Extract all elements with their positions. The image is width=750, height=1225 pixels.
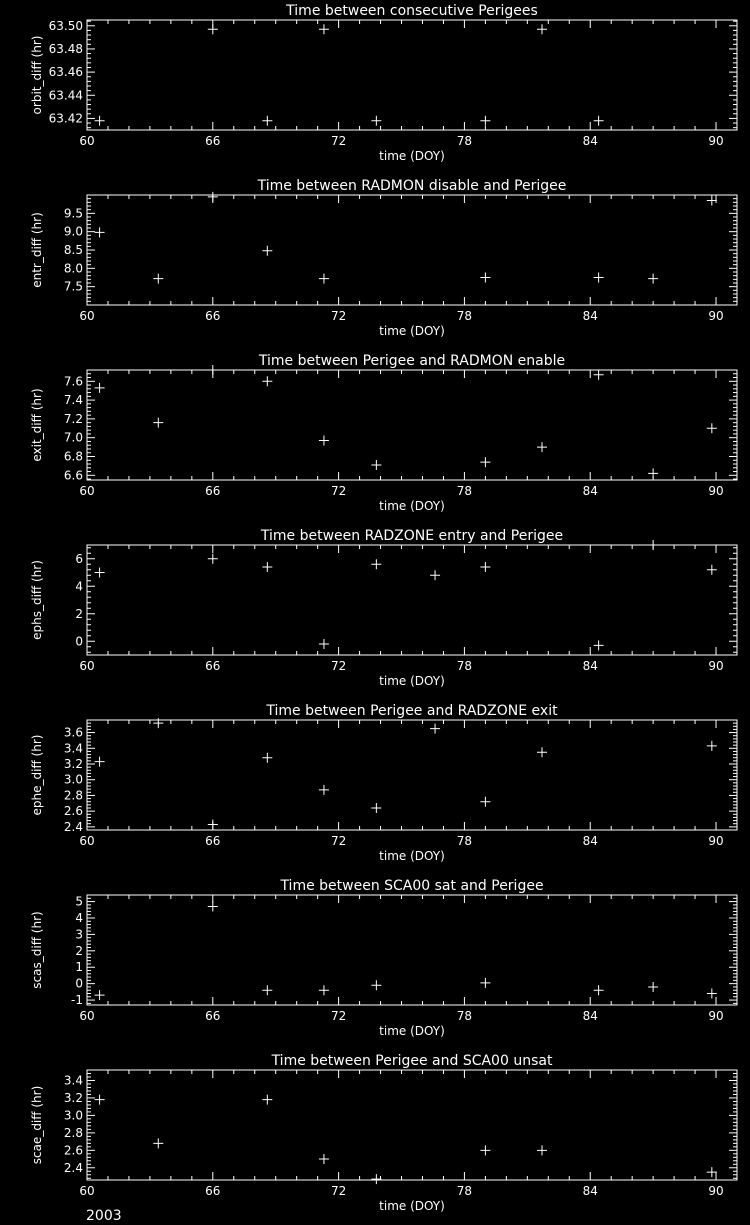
y-tick-label: 4	[75, 910, 83, 925]
x-tick-label: 78	[456, 1184, 473, 1198]
data-point	[594, 116, 604, 126]
x-tick-label: 60	[79, 1184, 95, 1198]
chart-title: Time between consecutive Perigees	[286, 3, 538, 19]
y-tick-label: 2.8	[63, 788, 83, 803]
data-point	[371, 116, 381, 126]
y-tick-label: 2.6	[63, 804, 83, 819]
y-tick-label: 3.4	[63, 1073, 83, 1088]
chart-panel-6	[30, 878, 737, 1038]
y-tick-label: 2	[75, 943, 83, 958]
x-tick-label: 60	[79, 309, 95, 323]
data-point	[594, 370, 604, 380]
plot-frame	[87, 720, 737, 830]
x-tick-label: 78	[456, 834, 473, 848]
chart-title: Time between RADMON disable and Perigee	[257, 178, 567, 194]
data-point	[208, 24, 218, 34]
y-tick-label: 7.6	[63, 374, 83, 389]
y-tick-label: 0	[75, 634, 83, 649]
data-point	[707, 989, 717, 999]
data-point	[480, 1145, 490, 1155]
data-point	[208, 820, 218, 830]
data-point	[319, 436, 329, 446]
y-tick-label: 3.2	[63, 757, 83, 771]
x-tick-label: 72	[330, 1009, 347, 1023]
data-point	[371, 460, 381, 470]
y-tick-label: 3.6	[63, 725, 83, 740]
x-tick-label: 60	[79, 834, 95, 848]
data-point	[648, 468, 658, 478]
y-tick-label: 63.42	[48, 111, 83, 126]
data-point	[594, 985, 604, 995]
data-point	[430, 724, 440, 734]
y-axis-label: orbit_diff (hr)	[30, 35, 44, 115]
data-point	[95, 568, 105, 578]
y-tick-label: 8.5	[63, 243, 83, 257]
data-point	[95, 990, 105, 1000]
x-tick-label: 60	[79, 484, 95, 498]
data-point	[648, 982, 658, 992]
x-tick-label: 66	[205, 834, 221, 848]
data-point	[537, 24, 547, 34]
y-tick-label: 5	[75, 894, 83, 909]
chart-panel-2	[30, 178, 737, 338]
x-tick-label: 72	[330, 659, 347, 673]
x-tick-label: 90	[708, 134, 724, 148]
data-point	[430, 570, 440, 580]
data-point	[480, 116, 490, 126]
data-point	[319, 1154, 329, 1164]
y-tick-label: 7.4	[63, 393, 83, 408]
chart-panel-5	[30, 703, 737, 863]
y-tick-label: 3.0	[63, 772, 83, 787]
chart-title: Time between RADZONE entry and Perigee	[260, 528, 564, 544]
data-point	[480, 978, 490, 988]
data-point	[480, 562, 490, 572]
data-point	[208, 192, 218, 202]
x-tick-label: 78	[456, 134, 473, 148]
x-tick-label: 60	[79, 134, 95, 148]
data-point	[262, 985, 272, 995]
x-tick-label: 72	[330, 309, 347, 323]
data-point	[262, 376, 272, 386]
y-tick-label: 3	[75, 927, 83, 942]
x-axis-label: time (DOY)	[379, 1024, 445, 1038]
y-tick-label: 63.48	[48, 41, 83, 56]
x-tick-label: 84	[582, 309, 598, 323]
y-tick-label: 63.50	[48, 18, 83, 33]
data-point	[371, 980, 381, 990]
y-tick-label: 2.6	[63, 1143, 83, 1158]
x-tick-label: 90	[708, 659, 724, 673]
plot-frame	[87, 545, 737, 655]
x-tick-label: 84	[582, 134, 598, 148]
data-point	[262, 562, 272, 572]
y-tick-label: 4	[75, 579, 83, 594]
y-tick-label: -1	[71, 993, 83, 1008]
y-axis-label: ephs_diff (hr)	[30, 560, 44, 640]
x-axis-label: time (DOY)	[379, 849, 445, 863]
data-point	[262, 1095, 272, 1105]
x-axis-label: time (DOY)	[379, 1199, 445, 1213]
x-axis-label: time (DOY)	[379, 674, 445, 688]
data-point	[262, 753, 272, 763]
x-tick-label: 90	[708, 834, 724, 848]
y-axis-label: scas_diff (hr)	[30, 911, 44, 989]
x-tick-label: 90	[708, 1184, 724, 1198]
y-tick-label: 6	[75, 551, 83, 566]
y-tick-label: 7.0	[63, 430, 83, 445]
chart-panel-1	[30, 3, 737, 163]
y-axis-label: scae_diff (hr)	[30, 1085, 44, 1165]
y-tick-label: 7.5	[63, 279, 83, 294]
x-tick-label: 78	[456, 309, 473, 323]
data-point	[95, 383, 105, 393]
x-tick-label: 72	[330, 834, 347, 848]
data-point	[208, 901, 218, 911]
data-point	[594, 640, 604, 650]
data-point	[208, 554, 218, 564]
x-tick-label: 84	[582, 659, 598, 673]
data-point	[371, 803, 381, 813]
chart-title: Time between Perigee and RADZONE exit	[266, 703, 558, 719]
data-point	[262, 246, 272, 256]
x-tick-label: 90	[708, 1009, 724, 1023]
data-point	[208, 365, 218, 375]
y-axis-label: entr_diff (hr)	[30, 212, 44, 288]
x-axis-label: time (DOY)	[379, 499, 445, 513]
x-tick-label: 78	[456, 1009, 473, 1023]
y-tick-label: 9.0	[63, 224, 83, 239]
chart-panel-7	[30, 1053, 737, 1213]
x-tick-label: 72	[330, 484, 347, 498]
data-point	[537, 1145, 547, 1155]
data-point	[319, 785, 329, 795]
data-point	[707, 565, 717, 575]
y-tick-label: 3.2	[63, 1090, 83, 1105]
data-point	[95, 757, 105, 767]
data-point	[648, 274, 658, 284]
data-point	[707, 741, 717, 751]
x-tick-label: 90	[708, 309, 724, 323]
plot-frame	[87, 20, 737, 130]
y-tick-label: 6.6	[63, 468, 83, 483]
x-tick-label: 66	[205, 484, 221, 498]
x-tick-label: 66	[205, 659, 221, 673]
x-tick-label: 66	[205, 134, 221, 148]
x-tick-label: 90	[708, 484, 724, 498]
chart-title: Time between Perigee and SCA00 unsat	[271, 1053, 553, 1069]
data-point	[594, 273, 604, 283]
x-tick-label: 84	[582, 834, 598, 848]
y-axis-label: exit_diff (hr)	[30, 388, 44, 462]
x-axis-label: time (DOY)	[379, 324, 445, 338]
y-axis-label: ephe_diff (hr)	[30, 734, 44, 816]
y-tick-label: 6.8	[63, 449, 83, 464]
x-tick-label: 84	[582, 1184, 598, 1198]
y-tick-label: 1	[75, 960, 83, 975]
x-tick-label: 66	[205, 1184, 221, 1198]
chart-panel-3	[30, 353, 737, 513]
data-point	[707, 423, 717, 433]
data-point	[480, 457, 490, 467]
data-point	[480, 273, 490, 283]
y-tick-label: 63.46	[48, 65, 83, 80]
x-tick-label: 84	[582, 1009, 598, 1023]
y-tick-label: 3.4	[63, 741, 83, 756]
data-point	[153, 274, 163, 284]
data-point	[319, 274, 329, 284]
chart-title: Time between SCA00 sat and Perigee	[280, 878, 544, 894]
x-tick-label: 60	[79, 1009, 95, 1023]
data-point	[648, 540, 658, 550]
data-point	[319, 24, 329, 34]
data-point	[707, 196, 717, 206]
plot-frame	[87, 370, 737, 480]
data-point	[153, 418, 163, 428]
y-tick-label: 7.2	[63, 411, 83, 426]
data-point	[319, 639, 329, 649]
data-point	[537, 442, 547, 452]
y-tick-label: 2	[75, 606, 83, 621]
data-point	[95, 116, 105, 126]
data-point	[95, 1095, 105, 1105]
y-tick-label: 9.5	[63, 206, 83, 221]
y-tick-label: 3.0	[63, 1108, 83, 1123]
y-tick-label: 2.4	[63, 1160, 83, 1175]
y-tick-label: 0	[75, 976, 83, 991]
x-tick-label: 66	[205, 1009, 221, 1023]
data-point	[480, 797, 490, 807]
footer-year: 2003	[86, 1208, 122, 1224]
data-point	[262, 116, 272, 126]
plot-frame	[87, 1070, 737, 1180]
data-point	[153, 1138, 163, 1148]
plot-frame	[87, 195, 737, 305]
y-tick-label: 8.0	[63, 261, 83, 276]
data-point	[537, 747, 547, 757]
data-point	[319, 985, 329, 995]
x-tick-label: 72	[330, 134, 347, 148]
plot-frame	[87, 895, 737, 1005]
x-tick-label: 60	[79, 659, 95, 673]
data-point	[95, 227, 105, 237]
y-tick-label: 63.44	[48, 88, 83, 103]
chart-title: Time between Perigee and RADMON enable	[258, 353, 566, 369]
y-tick-label: 2.8	[63, 1125, 83, 1140]
x-tick-label: 66	[205, 309, 221, 323]
data-point	[371, 559, 381, 569]
x-tick-label: 78	[456, 659, 473, 673]
x-tick-label: 72	[330, 1184, 347, 1198]
x-tick-label: 78	[456, 484, 473, 498]
y-tick-label: 2.4	[63, 819, 83, 834]
x-axis-label: time (DOY)	[379, 149, 445, 163]
data-point	[707, 1167, 717, 1177]
x-tick-label: 84	[582, 484, 598, 498]
chart-panel-4	[30, 528, 737, 688]
data-point	[371, 1174, 381, 1184]
